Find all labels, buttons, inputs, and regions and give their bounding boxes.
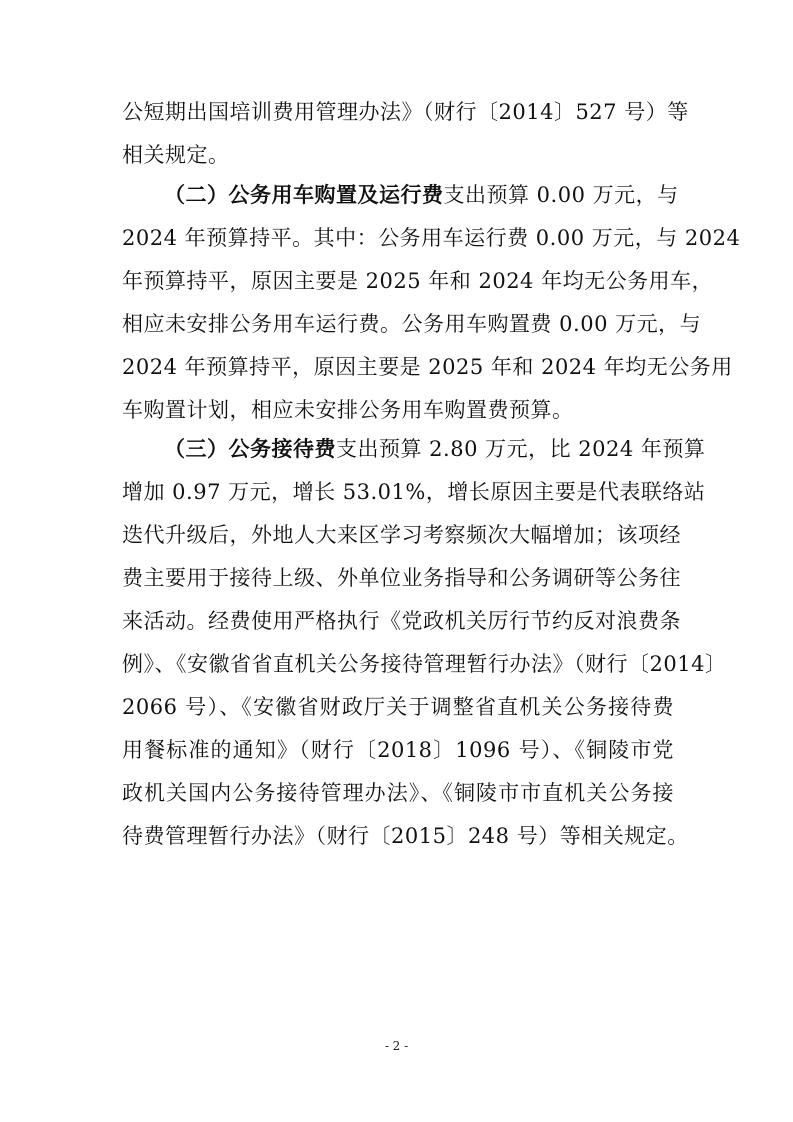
paragraph-2-line-5: 2024 年预算持平，原因主要是 2025 年和 2024 年均无公务用: [122, 355, 733, 379]
paragraph-3-line-9: 政机关国内公务接待管理办法》、《铜陵市市直机关公务接: [122, 781, 674, 805]
paragraph-3-first-line-rest: 支出预算 2.80 万元，比 2024 年预算: [336, 437, 706, 461]
paragraph-2-line-1: [164, 178, 679, 212]
paragraph-2-heading: （二）公务用车购置及运行费: [164, 182, 444, 207]
paragraph-3-heading: （三）公务接待费: [164, 436, 336, 461]
paragraph-2-first-line-rest: 支出预算 0.00 万元，与: [443, 183, 679, 207]
paragraph-2-line-6: 车购置计划，相应未安排公务用车购置费预算。: [122, 398, 574, 422]
paragraph-1-line-1: 公短期出国培训费用管理办法》（财行〔2014〕527 号）等: [122, 100, 689, 124]
paragraph-2-line-3: 年预算持平，原因主要是 2025 年和 2024 年均无公务用车，: [122, 269, 714, 293]
paragraph-1-line-2: 相关规定。: [122, 143, 230, 167]
page-number: - 2 -: [384, 1039, 409, 1053]
paragraph-3-line-6: 例》、《安徽省省直机关公务接待管理暂行办法》（财行〔2014〕: [122, 652, 727, 676]
paragraph-3-line-3: 迭代升级后，外地人大来区学习考察频次大幅增加；该项经: [122, 523, 681, 547]
paragraph-2-line-2: 2024 年预算持平。其中：公务用车运行费 0.00 万元，与 2024: [122, 226, 741, 250]
paragraph-3-line-2: 增加 0.97 万元，增长 53.01%，增长原因主要是代表联络站: [122, 480, 706, 504]
paragraph-3-line-1: [164, 432, 706, 466]
paragraph-3-line-5: 来活动。经费使用严格执行《党政机关厉行节约反对浪费条: [122, 609, 681, 633]
paragraph-2-line-4: 相应未安排公务用车运行费。公务用车购置费 0.00 万元，与: [122, 312, 702, 336]
paragraph-3-line-8: 用餐标准的通知》（财行〔2018〕1096 号）、《铜陵市党: [122, 738, 674, 762]
paragraph-3-line-10: 待费管理暂行办法》（财行〔2015〕248 号）等相关规定。: [122, 824, 689, 848]
paragraph-3-line-4: 费主要用于接待上级、外单位业务指导和公务调研等公务往: [122, 566, 681, 590]
paragraph-3-line-7: 2066 号）、《安徽省财政厅关于调整省直机关公务接待费: [122, 695, 674, 719]
